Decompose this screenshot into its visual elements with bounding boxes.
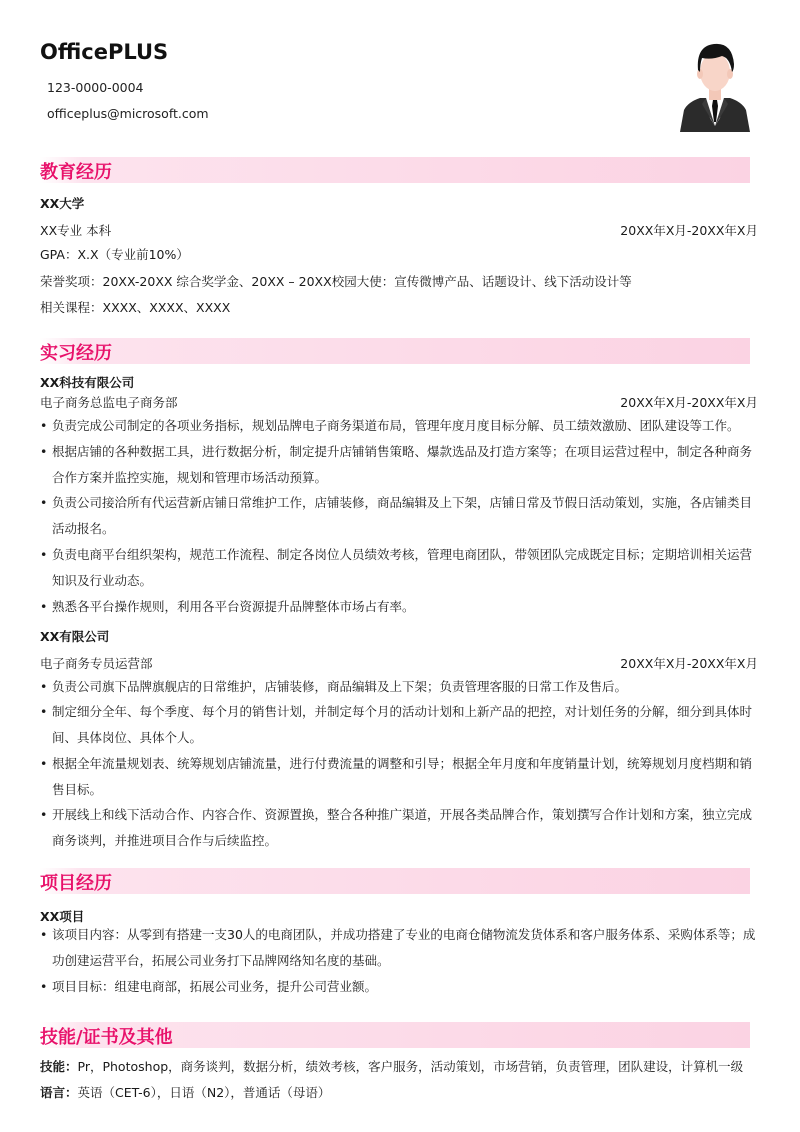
list-item [40, 439, 756, 491]
bullet-icon: • [40, 979, 48, 994]
list-item [40, 751, 756, 803]
list-item-text: 负责公司接洽所有代运营新店铺日常维护工作，店铺装修，商品编辑及上下架，店铺日常及节假日活动策划，实施，各店铺类目活动报名。 [52, 495, 753, 536]
bullet-icon: • [40, 547, 48, 562]
honors: 荣誉奖项：20XX-20XX 综合奖学金、20XX – 20XX校园大使：宣传微博产品、话题设计、线下活动设计等 [40, 274, 632, 289]
project-name: XX项目 [40, 909, 85, 924]
bullet-icon: • [40, 444, 48, 459]
list-item [40, 922, 756, 974]
company-name: XX科技有限公司 [40, 375, 135, 390]
list-item-text: 开展线上和线下活动合作、内容合作、资源置换，整合各种推广渠道，开展各类品牌合作，策划撰写合作计划和方案，独立完成商务谈判，并推进项目合作与后续监控。 [52, 807, 753, 848]
job-role: 电子商务总监电子商务部 [40, 395, 178, 410]
bullet-icon: • [40, 756, 48, 771]
school-name: XX大学 [40, 196, 85, 211]
list-item [40, 490, 756, 542]
education-date: 20XX年X月-20XX年X月 [620, 223, 758, 238]
list-item [40, 802, 756, 854]
list-item-text: 负责公司旗下品牌旗舰店的日常维护，店铺装修，商品编辑及上下架；负责管理客服的日常工作及售后。 [52, 679, 628, 694]
major-degree: XX专业 本科 [40, 223, 112, 238]
language-label: 语言： [40, 1085, 78, 1100]
section-header-project [40, 868, 750, 894]
list-item-text: 负责完成公司制定的各项业务指标，规划品牌电子商务渠道布局，管理年度月度目标分解、员工绩效激励、团队建设等工作。 [52, 418, 740, 433]
section-title: 实习经历 [40, 343, 112, 364]
list-item-text: 制定细分全年、每个季度、每个月的销售计划，并制定每个月的活动计划和上新产品的把控，对计划任务的分解，细分到具体时间、具体岗位、具体个人。 [52, 704, 753, 745]
section-title: 教育经历 [40, 162, 112, 183]
skills-label: 技能： [40, 1059, 78, 1074]
list-item-text: 熟悉各平台操作规则，利用各平台资源提升品牌整体市场占有率。 [52, 599, 415, 614]
list-item [40, 542, 756, 594]
bullet-icon: • [40, 807, 48, 822]
list-item [40, 594, 756, 620]
skills-value: Pr，Photoshop，商务谈判，数据分析，绩效考核，客户服务，活动策划，市场营销，负责管理，团队建设，计算机一级 [77, 1059, 744, 1074]
section-title: 技能/证书及其他 [40, 1027, 173, 1048]
job-date: 20XX年X月-20XX年X月 [620, 656, 758, 671]
bullet-icon: • [40, 927, 48, 942]
phone-number: 123-0000-0004 [47, 80, 144, 95]
section-header-education [40, 157, 750, 183]
section-header-skills [40, 1022, 750, 1048]
language-line [40, 1083, 330, 1101]
bullet-icon: • [40, 679, 48, 694]
list-item [40, 674, 756, 700]
resume-name: OfficePLUS [40, 40, 169, 64]
list-item-text: 项目目标：组建电商部，拓展公司业务，提升公司营业额。 [52, 979, 378, 994]
list-item [40, 413, 756, 439]
language-value: 英语（CET-6），日语（N2），普通话（母语） [77, 1085, 331, 1100]
list-item [40, 699, 756, 751]
courses: 相关课程：XXXX、XXXX、XXXX [40, 300, 231, 315]
bullet-icon: • [40, 495, 48, 510]
section-header-internship [40, 338, 750, 364]
skills-line [40, 1057, 743, 1075]
job-role: 电子商务专员运营部 [40, 656, 153, 671]
bullet-icon: • [40, 704, 48, 719]
gpa: GPA：X.X（专业前10%） [40, 247, 189, 262]
list-item-text: 根据店铺的各种数据工具，进行数据分析，制定提升店铺销售策略、爆款选品及打造方案等；在项目运营过程中，制定各种商务合作方案并监控实施，规划和管理市场活动预算。 [52, 444, 753, 485]
section-title: 项目经历 [40, 873, 112, 894]
avatar [678, 38, 752, 132]
list-item [40, 974, 756, 1000]
bullet-icon: • [40, 599, 48, 614]
list-item-text: 该项目内容：从零到有搭建一支30人的电商团队，并成功搭建了专业的电商仓储物流发货体系和客户服务体系、采购体系等；成功创建运营平台，拓展公司业务打下品牌网络知名度的基础。 [52, 927, 756, 968]
job-date: 20XX年X月-20XX年X月 [620, 395, 758, 410]
list-item-text: 负责电商平台组织架构，规范工作流程、制定各岗位人员绩效考核，管理电商团队，带领团队完成既定目标；定期培训相关运营知识及行业动态。 [52, 547, 753, 588]
company-name: XX有限公司 [40, 629, 110, 644]
bullet-icon: • [40, 418, 48, 433]
email-address: officeplus@microsoft.com [47, 106, 209, 121]
list-item-text: 根据全年流量规划表、统筹规划店铺流量，进行付费流量的调整和引导；根据全年月度和年度销量计划，统筹规划月度档期和销售目标。 [52, 756, 753, 797]
